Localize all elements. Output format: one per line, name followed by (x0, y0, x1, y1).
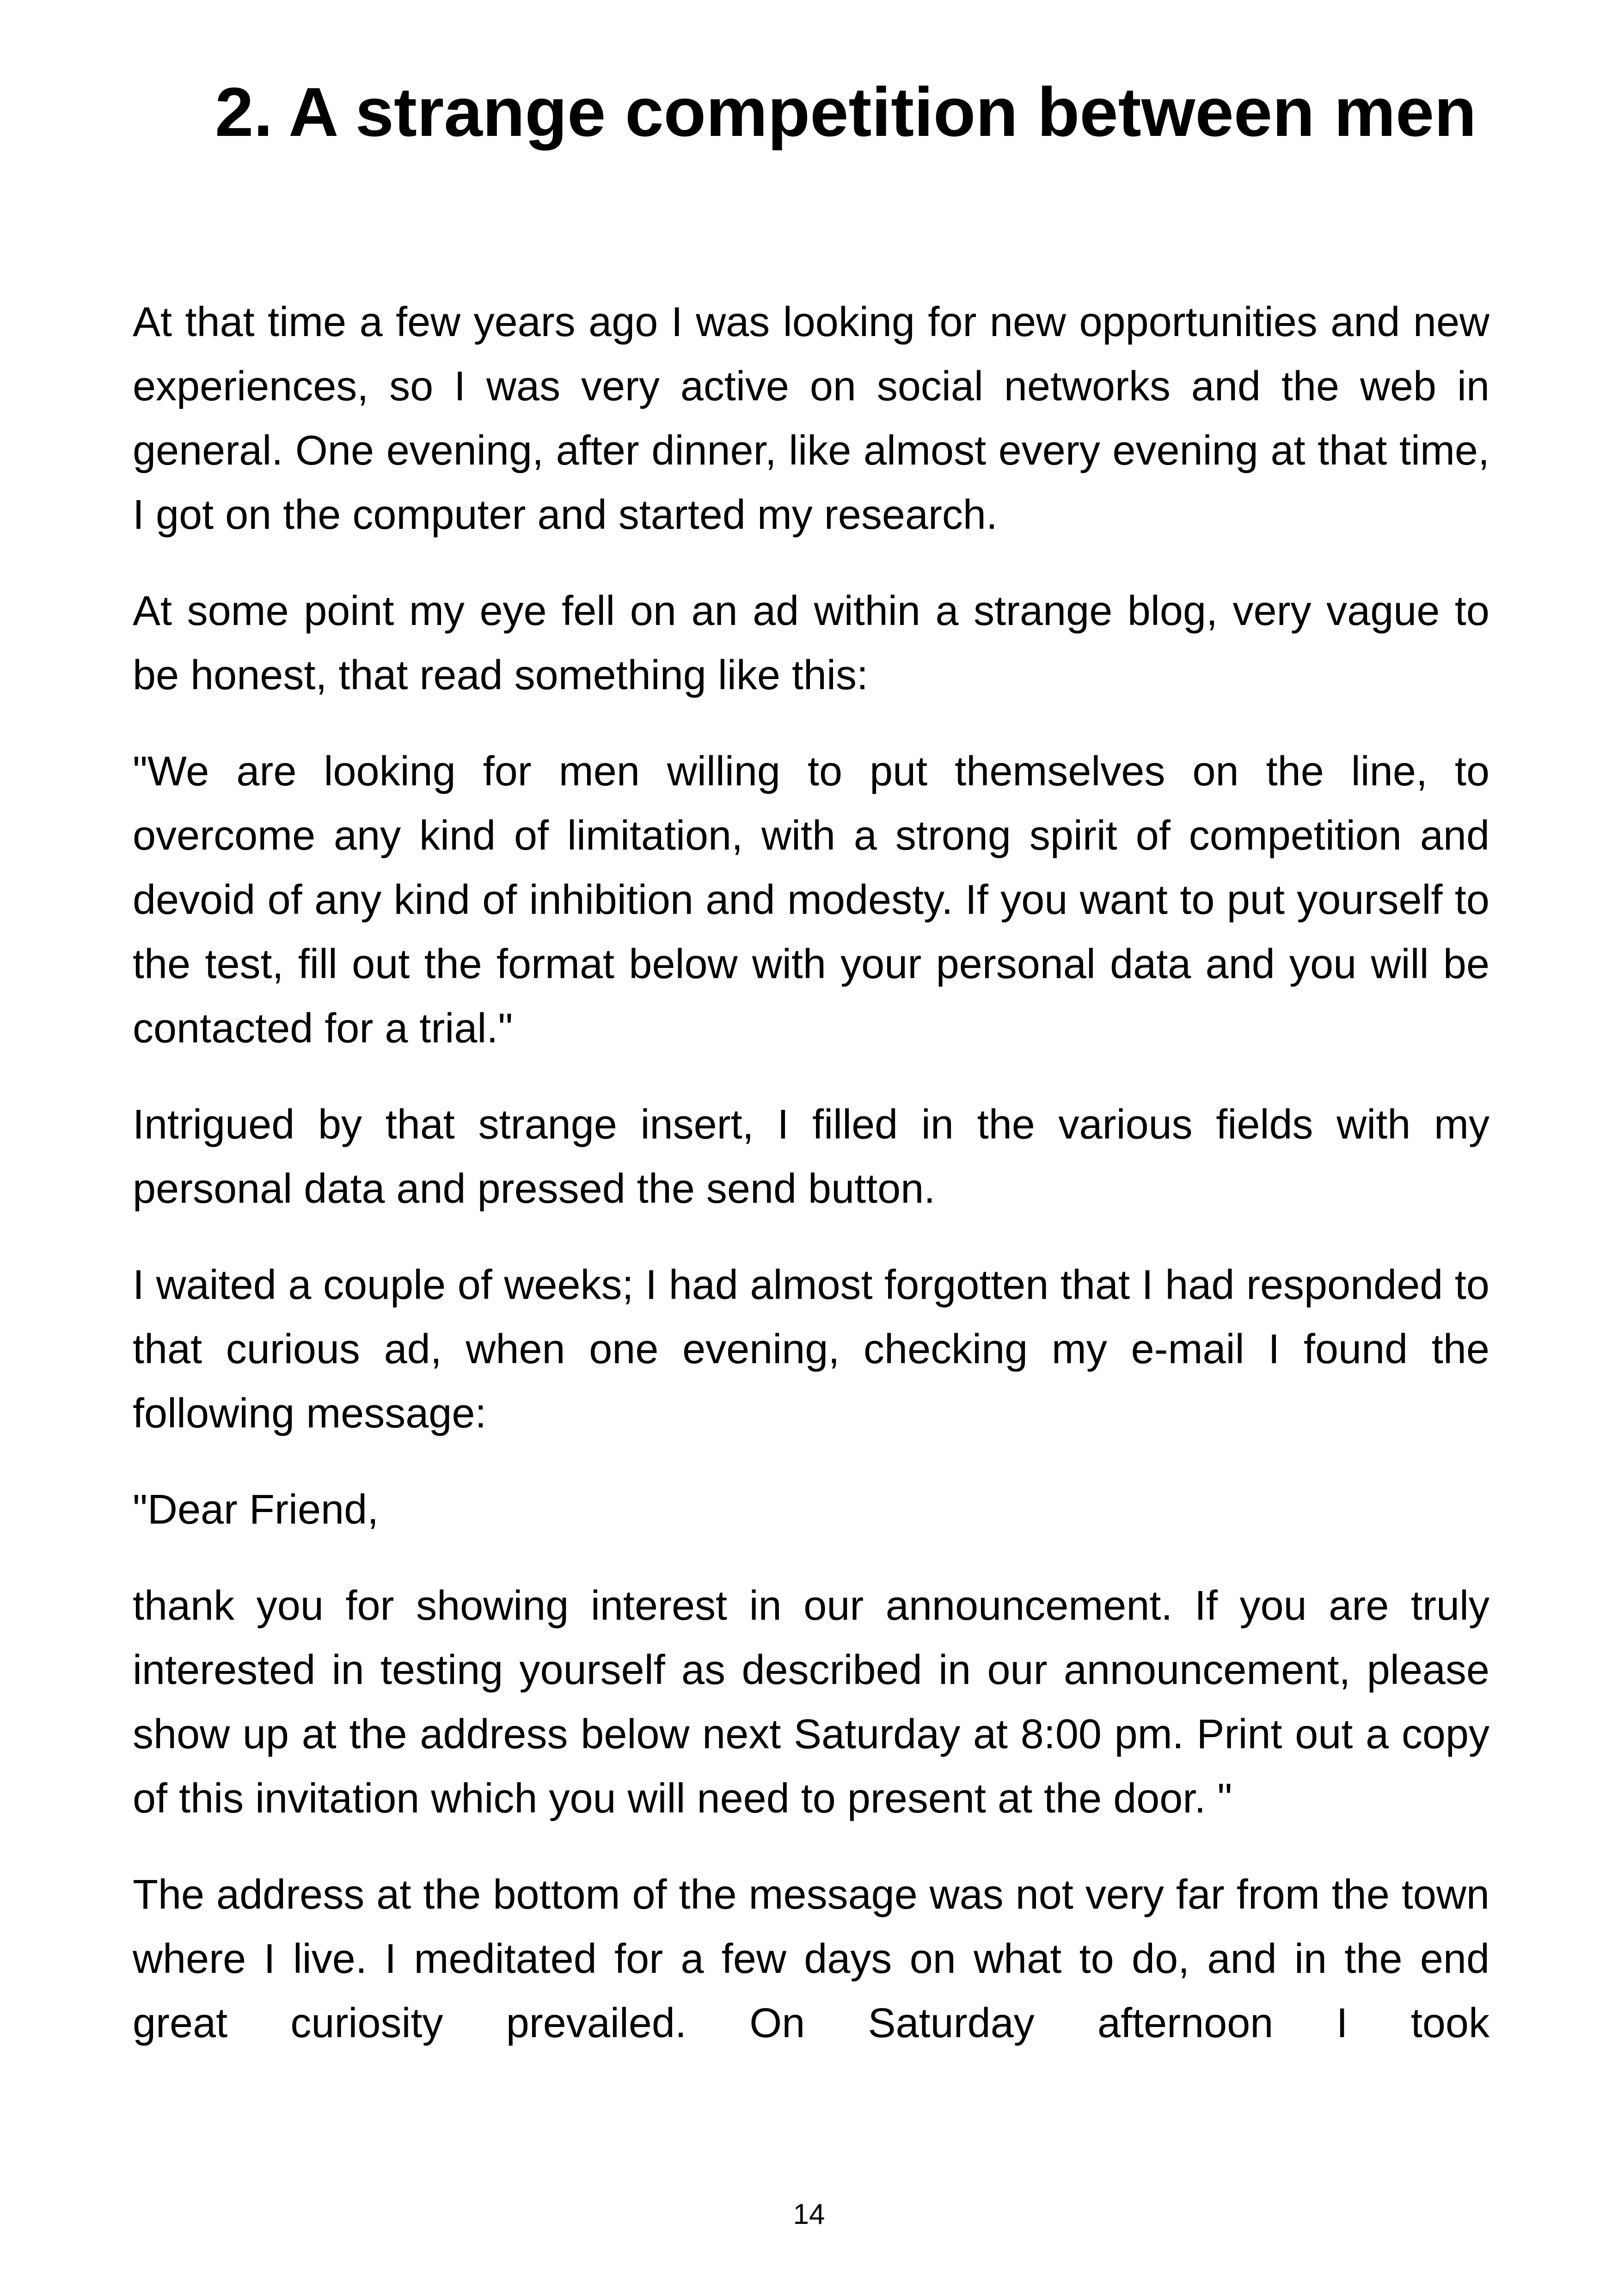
chapter-number: 2. (215, 73, 273, 151)
chapter-title (215, 74, 1509, 150)
paragraph-8: The address at the bottom of the message was not very far from the town where I live. I meditated for a few days on what to do, and in the end great curiosity prevailed. On Saturday afternoon I took (133, 1872, 1489, 2046)
chapter-title-text: A strange competition between men (288, 73, 1477, 151)
paragraph-5: I waited a couple of weeks; I had almost forgotten that I had responded to that curious ad, when one evening, checking my e-mail I found the following message: (133, 1262, 1489, 1437)
paragraph-2: At some point my eye fell on an ad within a strange blog, very vague to be honest, that read something like this: (133, 588, 1489, 698)
paragraph-1: At that time a few years ago I was looking for new opportunities and new experiences, so I was very active on social networks and the web in general. One evening, after dinner, like almost every evening at that time, I got on the computer and started my research. (133, 299, 1489, 538)
paragraph-6-greeting: "Dear Friend, (133, 1487, 379, 1533)
chapter-body (133, 290, 1489, 2088)
paragraph-7-email-body: thank you for showing interest in our announcement. If you are truly interested in testing yourself as described in our announcement, please show up at the address below next Saturday at 8:00 pm. Print out a copy of this invitation which you will need to present at the door. " (133, 1583, 1489, 1822)
page-number: 14 (793, 2198, 825, 2230)
paragraph-3-ad-quote: "We are looking for men willing to put themselves on the line, to overcome any kind of limitation, with a strong spirit of competition and devoid of any kind of inhibition and modesty. If you want to put yourself to the test, fill out the format below with your personal data and you will be contacted for a trial." (133, 748, 1489, 1052)
paragraph-4: Intrigued by that strange insert, I filled in the various fields with my personal data and pressed the send button. (133, 1102, 1489, 1212)
